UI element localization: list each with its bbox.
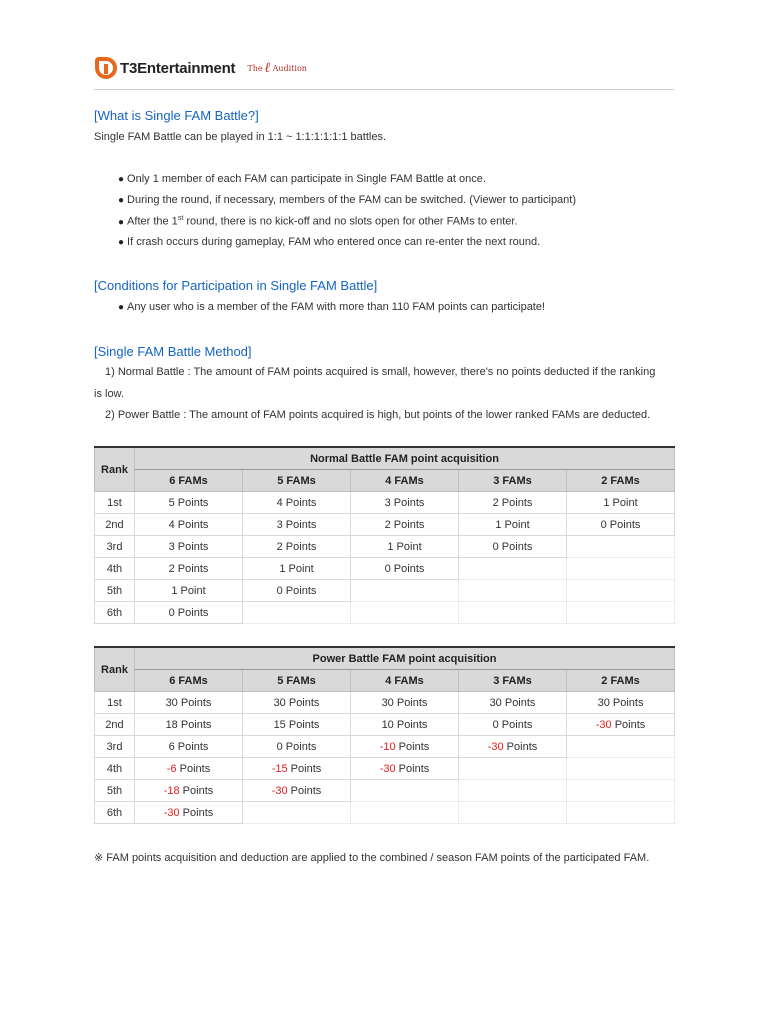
points-cell: 1 Point — [135, 580, 243, 602]
column-header: 6 FAMs — [135, 470, 243, 492]
header-divider — [94, 89, 674, 90]
column-header: 3 FAMs — [459, 470, 567, 492]
rank-cell: 4th — [95, 758, 135, 780]
points-cell: -30 Points — [459, 736, 567, 758]
table-row — [95, 558, 675, 580]
table-row — [95, 602, 675, 624]
points-cell: 1 Point — [459, 514, 567, 536]
points-cell: 0 Points — [243, 736, 351, 758]
points-cell: 0 Points — [459, 714, 567, 736]
column-header: 3 FAMs — [459, 670, 567, 692]
points-cell: 5 Points — [135, 492, 243, 514]
points-cell — [567, 780, 675, 802]
power-table-title: Power Battle FAM point acquisition — [135, 647, 675, 670]
rank-cell: 3rd — [95, 736, 135, 758]
t3-logo-icon — [95, 57, 117, 79]
column-header: 2 FAMs — [567, 670, 675, 692]
points-cell — [351, 780, 459, 802]
bullet-item: ● Any user who is a member of the FAM with more than 110 FAM points can participate! — [118, 301, 545, 313]
rank-cell: 5th — [95, 780, 135, 802]
points-cell — [243, 802, 351, 824]
points-cell: -6 Points — [135, 758, 243, 780]
points-cell — [567, 580, 675, 602]
points-cell: 2 Points — [459, 492, 567, 514]
points-cell: 2 Points — [243, 536, 351, 558]
column-header: 5 FAMs — [243, 470, 351, 492]
method-normal: 1) Normal Battle : The amount of FAM points acquired is small, however, there's no points deducted if the ranking — [105, 366, 656, 378]
audition-logo: The ℓ Audition — [247, 59, 307, 76]
table-row — [95, 714, 675, 736]
points-cell — [459, 558, 567, 580]
points-cell — [567, 802, 675, 824]
column-header: 2 FAMs — [567, 470, 675, 492]
points-cell: -30 Points — [351, 758, 459, 780]
table-row — [95, 536, 675, 558]
brand-name: T3Entertainment — [120, 59, 236, 77]
points-cell: 1 Point — [567, 492, 675, 514]
points-cell: 30 Points — [243, 692, 351, 714]
method-power: 2) Power Battle : The amount of FAM points acquired is high, but points of the lower ranked FAMs are deducted. — [105, 409, 651, 421]
points-cell: 30 Points — [459, 692, 567, 714]
table-row — [95, 780, 675, 802]
column-header: 5 FAMs — [243, 670, 351, 692]
points-cell: 0 Points — [567, 514, 675, 536]
points-cell: 3 Points — [135, 536, 243, 558]
points-cell — [567, 758, 675, 780]
points-cell: 30 Points — [135, 692, 243, 714]
section-title-method: [Single FAM Battle Method] — [94, 344, 252, 359]
table-row — [95, 514, 675, 536]
column-header: 4 FAMs — [351, 670, 459, 692]
points-cell: -18 Points — [135, 780, 243, 802]
power-battle-table — [94, 646, 675, 824]
company-header — [95, 55, 307, 81]
rank-cell: 3rd — [95, 536, 135, 558]
points-cell: 0 Points — [351, 558, 459, 580]
points-cell — [567, 736, 675, 758]
table-row — [95, 692, 675, 714]
footnote: ※ FAM points acquisition and deduction are applied to the combined / season FAM points of the participated FAM. — [94, 852, 650, 864]
rank-header: Rank — [95, 647, 135, 692]
points-cell: 30 Points — [567, 692, 675, 714]
method-normal-cont: is low. — [94, 388, 124, 400]
bullet-item: ● During the round, if necessary, members of the FAM can be switched. (Viewer to participant) — [118, 194, 576, 206]
points-cell: 0 Points — [459, 536, 567, 558]
points-cell: -15 Points — [243, 758, 351, 780]
points-cell — [459, 602, 567, 624]
table-row — [95, 580, 675, 602]
normal-table-title: Normal Battle FAM point acquisition — [135, 447, 675, 470]
points-cell — [459, 580, 567, 602]
points-cell: 0 Points — [135, 602, 243, 624]
points-cell: 2 Points — [351, 514, 459, 536]
points-cell: -10 Points — [351, 736, 459, 758]
points-cell: 15 Points — [243, 714, 351, 736]
rank-cell: 2nd — [95, 514, 135, 536]
points-cell: 4 Points — [135, 514, 243, 536]
rank-cell: 6th — [95, 602, 135, 624]
rank-header: Rank — [95, 447, 135, 492]
points-cell: 10 Points — [351, 714, 459, 736]
table-row — [95, 802, 675, 824]
rank-cell: 5th — [95, 580, 135, 602]
rank-cell: 6th — [95, 802, 135, 824]
table-row — [95, 492, 675, 514]
bullet-item: ● After the 1st round, there is no kick-off and no slots open for other FAMs to enter. — [118, 215, 518, 228]
points-cell — [351, 580, 459, 602]
points-cell — [567, 558, 675, 580]
column-header: 6 FAMs — [135, 670, 243, 692]
normal-battle-table — [94, 446, 675, 624]
points-cell: 6 Points — [135, 736, 243, 758]
column-header: 4 FAMs — [351, 470, 459, 492]
points-cell — [567, 602, 675, 624]
points-cell — [567, 536, 675, 558]
points-cell — [459, 780, 567, 802]
points-cell — [351, 602, 459, 624]
rank-cell: 1st — [95, 692, 135, 714]
points-cell — [351, 802, 459, 824]
points-cell: 18 Points — [135, 714, 243, 736]
points-cell: 1 Point — [351, 536, 459, 558]
points-cell: -30 Points — [243, 780, 351, 802]
bullet-item: ● If crash occurs during gameplay, FAM who entered once can re-enter the next round. — [118, 236, 540, 248]
points-cell: 4 Points — [243, 492, 351, 514]
points-cell: 3 Points — [243, 514, 351, 536]
points-cell: -30 Points — [135, 802, 243, 824]
points-cell: -30 Points — [567, 714, 675, 736]
points-cell: 0 Points — [243, 580, 351, 602]
rank-cell: 1st — [95, 492, 135, 514]
section-title-conditions: [Conditions for Participation in Single FAM Battle] — [94, 278, 378, 293]
points-cell — [243, 602, 351, 624]
points-cell — [459, 802, 567, 824]
table-row — [95, 758, 675, 780]
bullet-item: ● Only 1 member of each FAM can participate in Single FAM Battle at once. — [118, 173, 486, 185]
points-cell: 30 Points — [351, 692, 459, 714]
points-cell — [459, 758, 567, 780]
what-intro: Single FAM Battle can be played in 1:1 ~ 1:1:1:1:1:1 battles. — [94, 131, 386, 143]
points-cell: 3 Points — [351, 492, 459, 514]
table-row — [95, 736, 675, 758]
rank-cell: 2nd — [95, 714, 135, 736]
section-title-what: [What is Single FAM Battle?] — [94, 108, 259, 123]
points-cell: 1 Point — [243, 558, 351, 580]
points-cell: 2 Points — [135, 558, 243, 580]
rank-cell: 4th — [95, 558, 135, 580]
